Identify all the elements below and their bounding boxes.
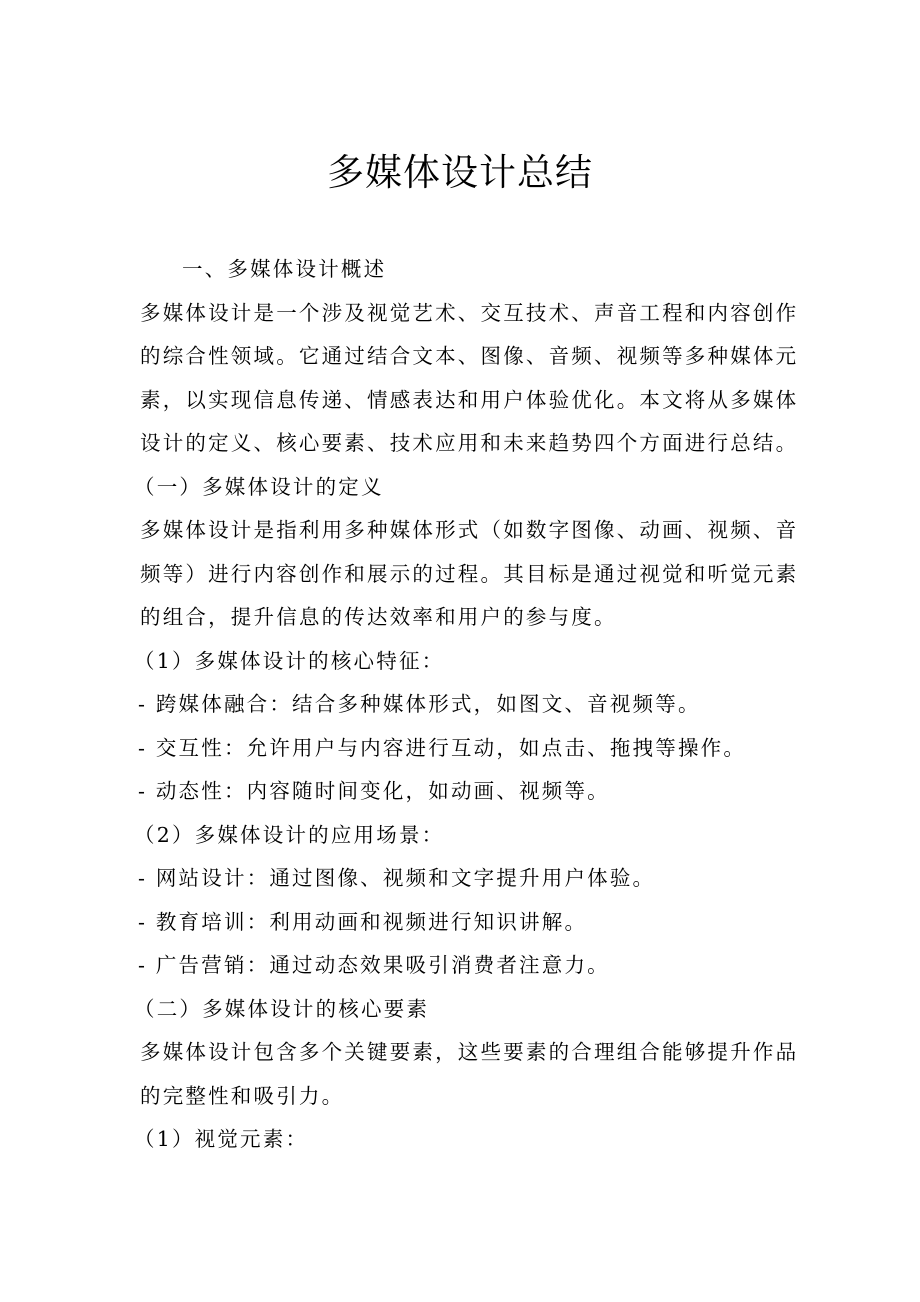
subsection-heading: （一）多媒体设计的定义 xyxy=(134,474,384,499)
section-heading: 一、多媒体设计概述 xyxy=(182,257,387,281)
subsection-heading: （二）多媒体设计的核心要素 xyxy=(134,996,430,1021)
paragraph-line: 的组合，提升信息的传达效率和用户的参与度。 xyxy=(140,605,617,629)
paragraph-line: 多媒体设计包含多个关键要素，这些要素的合理组合能够提升作品 xyxy=(140,1040,799,1064)
list-item: - 网站设计：通过图像、视频和文字提升用户体验。 xyxy=(138,866,656,890)
document-title: 多媒体设计总结 xyxy=(327,151,593,194)
paragraph-line: 的综合性领域。它通过结合文本、图像、音频、视频等多种媒体元 xyxy=(140,344,799,368)
document-body xyxy=(134,248,799,1162)
paragraph-line: 素，以实现信息传递、情感表达和用户体验优化。本文将从多媒体 xyxy=(140,387,799,412)
paragraph-line: 频等）进行内容创作和展示的过程。其目标是通过视觉和听觉元素 xyxy=(140,561,799,586)
list-item: - 教育培训：利用动画和视频进行知识讲解。 xyxy=(138,909,588,934)
paragraph-line: 设计的定义、核心要素、技术应用和未来趋势四个方面进行总结。 xyxy=(140,431,799,455)
paragraph-line: 多媒体设计是一个涉及视觉艺术、交互技术、声音工程和内容创作 xyxy=(140,300,799,325)
list-heading: （1）视觉元素： xyxy=(134,1127,309,1151)
list-item: - 交互性：允许用户与内容进行互动，如点击、拖拽等操作。 xyxy=(138,735,747,760)
list-heading: （2）多媒体设计的应用场景： xyxy=(134,822,445,847)
list-item: - 广告营销：通过动态效果吸引消费者注意力。 xyxy=(138,953,610,977)
list-item: - 跨媒体融合：结合多种媒体形式，如图文、音视频等。 xyxy=(138,692,701,716)
list-heading: （1）多媒体设计的核心特征： xyxy=(134,648,445,673)
paragraph-line: 多媒体设计是指利用多种媒体形式（如数字图像、动画、视频、音 xyxy=(140,518,799,542)
paragraph-line: 的完整性和吸引力。 xyxy=(140,1083,345,1108)
list-item: - 动态性：内容随时间变化，如动画、视频等。 xyxy=(138,779,610,803)
